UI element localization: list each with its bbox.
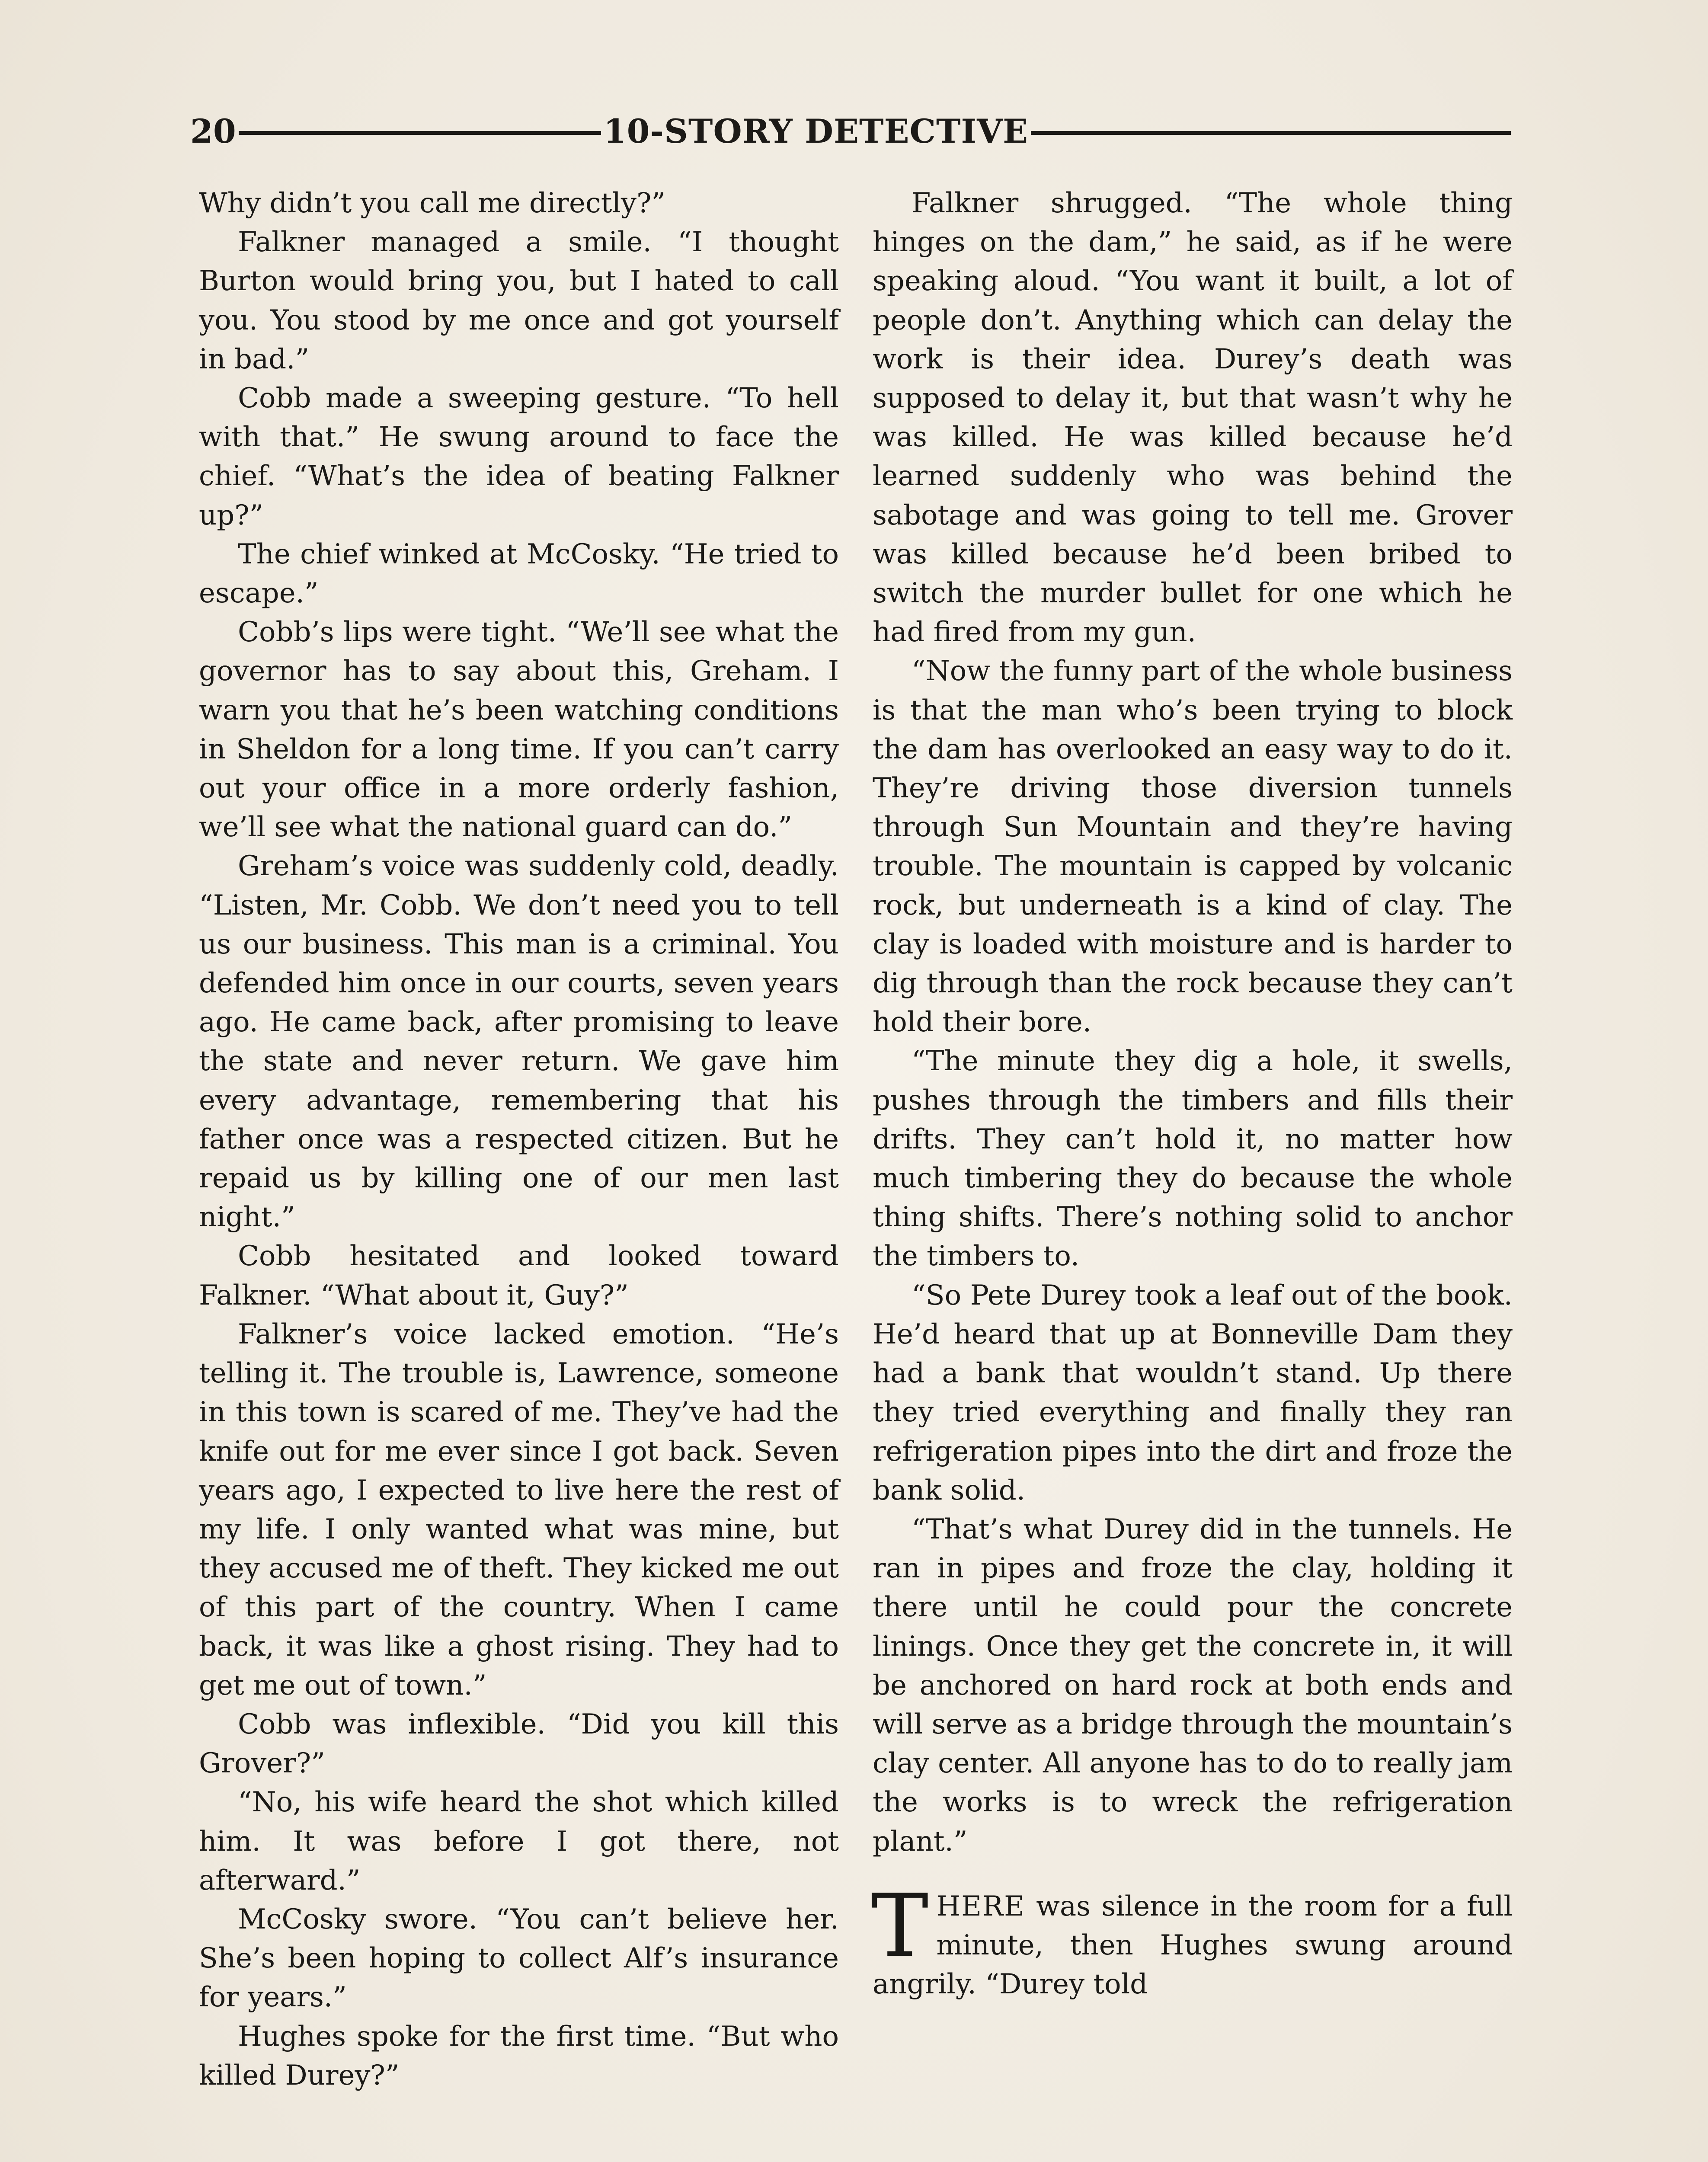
header-rule-right (1031, 131, 1511, 135)
section-start (871, 1875, 1513, 2004)
paragraph: Falkner’s voice lacked emotion. “He’s telling it. The trouble is, Lawrence, someone in this town is scared of me. They’ve had the knife out for me ever since I got back. Seven years ago, I expected to live here the rest of my life. I only wanted what was mine, but they accused me of theft. They kicked me out of this part of the country. When I came back, it was like a ghost rising. They had to get me out of town.” (199, 1318, 839, 1701)
paragraph: “So Pete Durey took a leaf out of the book. He’d heard that up at Bonneville Dam they had a bank that wouldn’t stand. Up there they tried everything and finally they ran refrigeration pipes into the dirt and froze the bank solid. (873, 1279, 1513, 1506)
drop-cap-rest: HERE (936, 1890, 1025, 1922)
right-column (873, 184, 1513, 2004)
paragraph: Falkner managed a smile. “I thought Burton would bring you, but I hated to call you. You stood by me once and got yourself in bad.” (199, 226, 839, 375)
paragraph: Greham’s voice was suddenly cold, deadly. “Listen, Mr. Cobb. We don’t need you to tell us our business. This man is a criminal. You defended him once in our courts, seven years ago. He came back, after promising to leave the state and never return. We gave him every advantage, remembering that his father once was a respected citizen. But he repaid us by killing one of our men last night.” (199, 850, 839, 1234)
header-rule-left (239, 131, 601, 135)
paragraph: “No, his wife heard the shot which killed him. It was before I got there, not afterward.” (199, 1786, 839, 1897)
drop-cap: T (871, 1875, 929, 1977)
page-number: 20 (190, 112, 236, 150)
paragraph: “The minute they dig a hole, it swells, pushes through the timbers and fills their drifts. They can’t hold it, no matter how much timbering they do because the whole thing shifts. There’s nothing solid to anchor the timbers to. (873, 1045, 1513, 1273)
magazine-title: 10-STORY DETECTIVE (603, 112, 1028, 150)
paragraph: Hughes spoke for the first time. “But who killed Durey?” (199, 2020, 839, 2092)
left-column (199, 184, 839, 2095)
paragraph: “Now the funny part of the whole business is that the man who’s been trying to block the dam has overlooked an easy way to do it. They’re driving those diversion tunnels through Sun Mountain and they’re having trouble. The mountain is capped by volcanic rock, but underneath is a kind of clay. The clay is loaded with moisture and is harder to dig through than the rock because they can’t hold their bore. (873, 655, 1513, 1039)
drop-cap-text: was silence in the room for a full minute, then Hughes swung around angrily. “Durey told (873, 1890, 1513, 2001)
paragraph: Falkner shrugged. “The whole thing hinges on the dam,” he said, as if he were speaking aloud. “You want it built, a lot of people don’t. Anything which can delay the work is their idea. Durey’s death was supposed to delay it, but that wasn’t why he was killed. He was killed because he’d learned suddenly who was behind the sabotage and was going to tell me. Grover was killed because he’d been bribed to switch the murder bullet for one which he had fired from my gun. (873, 187, 1513, 649)
paragraph: Cobb made a sweeping gesture. “To hell with that.” He swung around to face the chief. “What’s the idea of beating Falkner up?” (199, 382, 839, 531)
paragraph: Cobb was inflexible. “Did you kill this Grover?” (199, 1708, 839, 1780)
drop-cap-paragraph (871, 1875, 1513, 2004)
paragraph: “That’s what Durey did in the tunnels. He ran in pipes and froze the clay, holding it there until he could pour the concrete linings. Once they get the concrete in, it will be anchored on hard rock at both ends and will serve as a bridge through the mountain’s clay center. All anyone has to do to really jam the works is to wreck the refrigeration plant.” (873, 1513, 1513, 1858)
paragraph: The chief winked at McCosky. “He tried to escape.” (199, 538, 839, 610)
paragraph: Cobb hesitated and looked toward Falkner. “What about it, Guy?” (199, 1240, 839, 1311)
paragraph: McCosky swore. “You can’t believe her. She’s been hoping to collect Alf’s insurance for years.” (199, 1903, 839, 2014)
page-header (190, 107, 1513, 155)
paragraph: Cobb’s lips were tight. “We’ll see what the governor has to say about this, Greham. I warn you that he’s been watching conditions in Sheldon for a long time. If you can’t carry out your office in a more orderly fashion, we’ll see what the national guard can do.” (199, 616, 839, 844)
paragraph: Why didn’t you call me directly?” (199, 187, 666, 219)
